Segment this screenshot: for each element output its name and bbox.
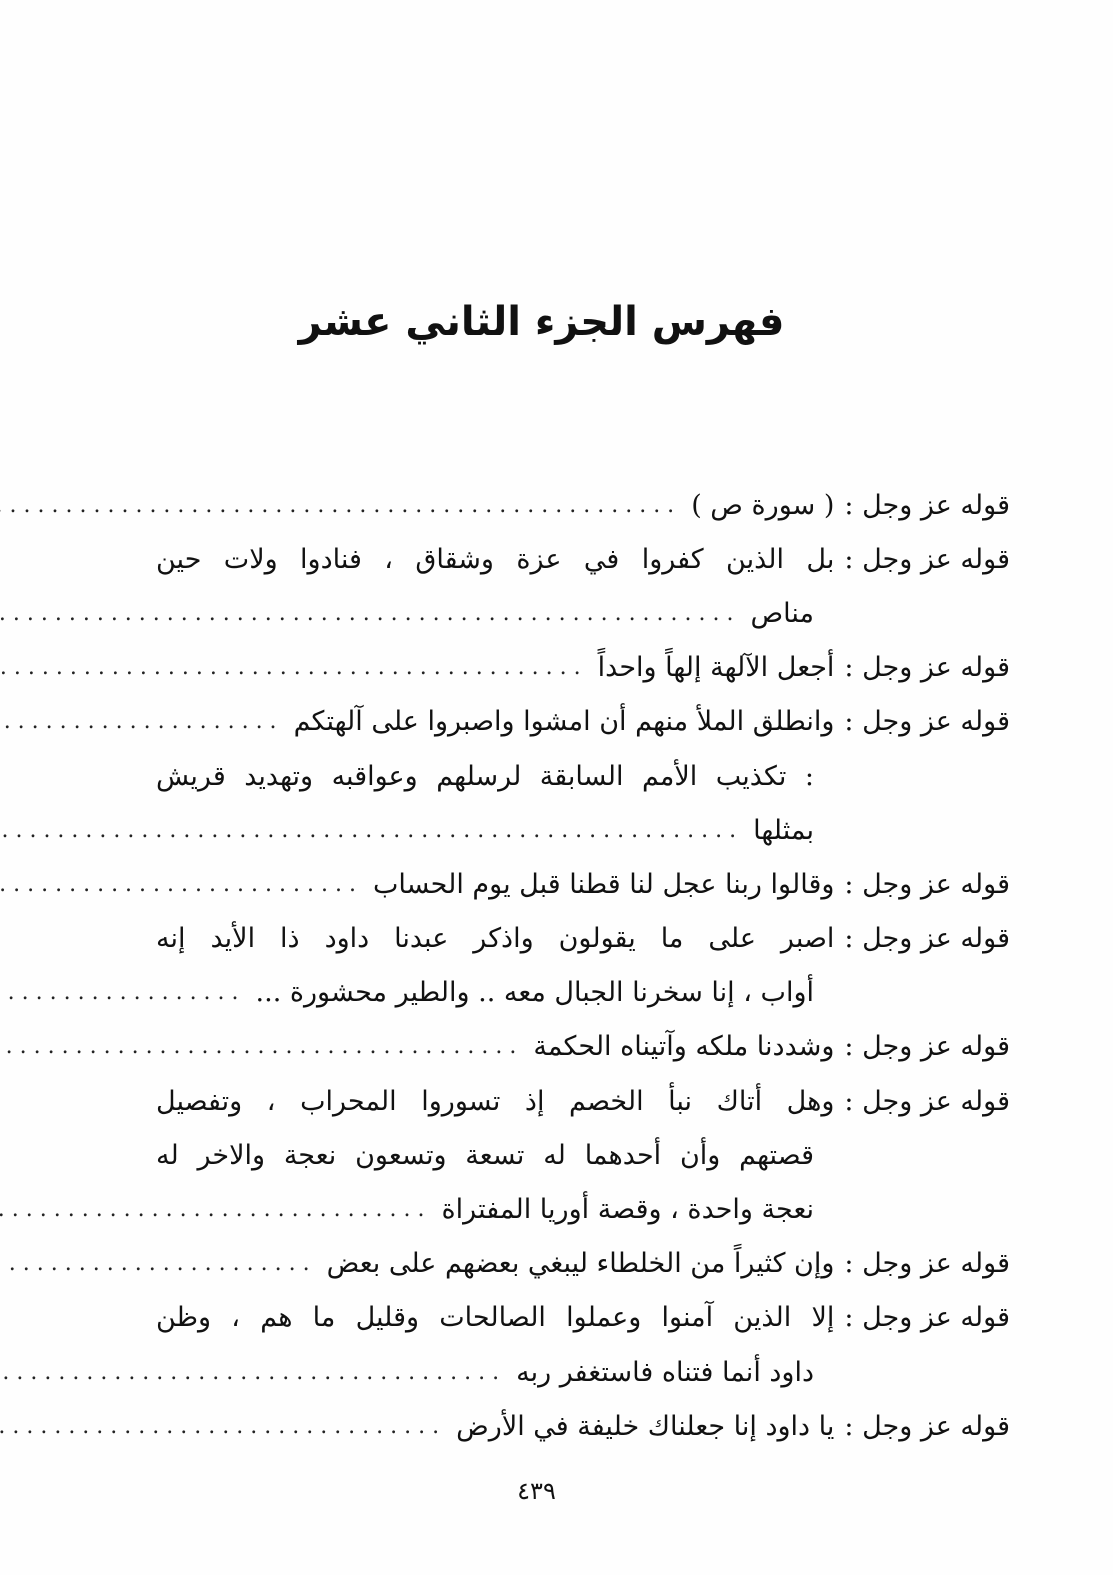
leader-dots: [0, 655, 598, 680]
entry-continuation-text: أواب ، إنا سخرنا الجبال معه .. والطير محشورة ...: [255, 977, 814, 1009]
toc-entry: [96, 749, 1010, 803]
toc-entry: [96, 532, 1010, 586]
leader-dots: [0, 980, 256, 1005]
toc-entry-continuation: [96, 1182, 1010, 1236]
leader-dots: [0, 493, 691, 518]
toc-entry: [96, 857, 1010, 911]
toc-entry-continuation: [96, 803, 1010, 857]
toc-entry: [96, 1074, 1010, 1128]
entry-continuation-text: قصتهم وأن أحدهما له تسعة وتسعون نعجة والاخر له: [156, 1139, 814, 1171]
leader-dots: [0, 601, 751, 626]
toc-entry: [96, 912, 1010, 966]
entry-prefix: قوله عز وجل :: [844, 1085, 1010, 1117]
leader-dots: [0, 818, 753, 843]
entry-text: وشددنا ملكه وآتيناه الحكمة: [533, 1031, 835, 1063]
leader-dots: [0, 1414, 456, 1439]
page-title: فهرس الجزء الثاني عشر: [298, 299, 785, 345]
toc-entry: [96, 695, 1010, 749]
entry-text: وانطلق الملأ منهم أن امشوا واصبروا على آلهتكم: [293, 706, 835, 738]
entry-text: وإن كثيراً من الخلطاء ليبغي بعضهم على بعض: [326, 1248, 835, 1280]
entry-text: وهل أتاك نبأ الخصم إذ تسوروا المحراب ، وتفصيل: [156, 1085, 835, 1117]
entry-prefix: قوله عز وجل :: [844, 1248, 1010, 1280]
toc-entry: [96, 478, 1010, 532]
toc-entry: [96, 641, 1010, 695]
entry-prefix: قوله عز وجل :: [844, 1302, 1010, 1334]
entry-prefix: قوله عز وجل :: [844, 1031, 1010, 1063]
entry-text: اصبر على ما يقولون واذكر عبدنا داود ذا الأيد إنه: [156, 923, 835, 955]
entry-continuation-text: نعجة واحدة ، وقصة أوريا المفتراة: [441, 1194, 814, 1226]
toc-entry: [96, 1291, 1010, 1345]
entry-text: بل الذين كفروا في عزة وشقاق ، فنادوا ولات حين: [156, 543, 835, 575]
entry-prefix: قوله عز وجل :: [844, 1410, 1010, 1442]
entry-prefix: قوله عز وجل :: [844, 543, 1010, 575]
leader-dots: [0, 872, 373, 897]
entry-text: : تكذيب الأمم السابقة لرسلهم وعواقبه وتهديد قريش: [156, 760, 814, 792]
entry-text: إلا الذين آمنوا وعملوا الصالحات وقليل ما هم ، وظن: [156, 1302, 835, 1334]
entry-text: وقالوا ربنا عجل لنا قطنا قبل يوم الحساب: [372, 868, 835, 900]
leader-dots: [0, 709, 294, 734]
leader-dots: [0, 1251, 327, 1276]
entry-continuation-text: بمثلها: [753, 814, 814, 846]
entry-text: ( سورة ص ): [691, 489, 835, 521]
entry-prefix: قوله عز وجل :: [844, 706, 1010, 738]
entry-prefix: قوله عز وجل :: [844, 652, 1010, 684]
entry-continuation-text: داود أنما فتناه فاستغفر ربه: [516, 1356, 814, 1388]
entry-prefix: قوله عز وجل :: [844, 489, 1010, 521]
toc-entry-continuation: [96, 586, 1010, 640]
toc-entry: [96, 1399, 1010, 1453]
toc-entry-continuation: [96, 1128, 1010, 1182]
entry-text: أجعل الآلهة إلهاً واحداً: [597, 652, 835, 684]
entry-continuation-text: مناص: [750, 597, 814, 629]
toc-entry: [96, 1237, 1010, 1291]
toc-entry: [96, 1020, 1010, 1074]
leader-dots: [0, 1197, 442, 1222]
table-of-contents: [96, 478, 1010, 1453]
page-number: ٤٣٩: [517, 1477, 556, 1505]
toc-entry-continuation: [96, 966, 1010, 1020]
entry-text: يا داود إنا جعلناك خليفة في الأرض: [456, 1410, 835, 1442]
entry-prefix: قوله عز وجل :: [844, 923, 1010, 955]
toc-entry-continuation: [96, 1345, 1010, 1399]
leader-dots: [0, 1034, 533, 1059]
entry-prefix: قوله عز وجل :: [844, 868, 1010, 900]
leader-dots: [0, 1360, 516, 1385]
